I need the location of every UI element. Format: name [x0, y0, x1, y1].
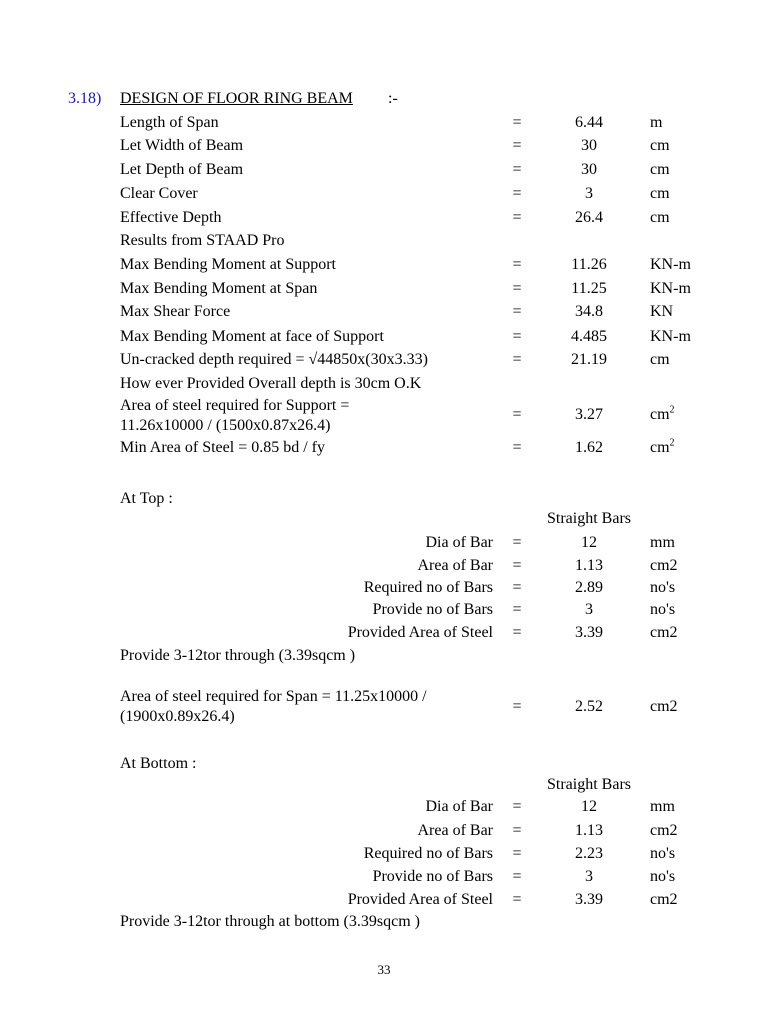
row-unit: cm2: [650, 891, 678, 908]
row-unit: m: [650, 114, 663, 131]
row-value: 3: [585, 601, 593, 618]
row-label: Required no of Bars: [363, 845, 493, 862]
page-number: 33: [377, 962, 391, 977]
row-label-line2: (1900x0.89x26.4): [120, 708, 235, 725]
row-label: Clear Cover: [120, 185, 198, 202]
row-unit: no's: [650, 601, 676, 618]
section-title-suffix: :-: [388, 90, 398, 107]
row-value: 1.62: [575, 439, 603, 456]
equals-sign: =: [512, 351, 522, 368]
row-value: 34.8: [575, 303, 603, 320]
depth-check-note: How ever Provided Overall depth is 30cm O.K: [120, 375, 422, 392]
row-label: Max Shear Force: [120, 303, 231, 320]
row-label: Provided Area of Steel: [347, 624, 493, 641]
row-label: Length of Span: [120, 114, 219, 131]
equals-sign: =: [512, 439, 522, 456]
bottom-provide-note: Provide 3-12tor through at bottom (3.39sqcm ): [120, 913, 420, 930]
row-label: Area of Bar: [417, 822, 493, 839]
row-label: Dia of Bar: [425, 534, 493, 551]
top-provide-note: Provide 3-12tor through (3.39sqcm ): [120, 647, 356, 664]
equals-sign: =: [512, 822, 522, 839]
equals-sign: =: [512, 114, 522, 131]
row-value: 3.39: [575, 624, 603, 641]
row-value: 2.52: [575, 698, 603, 715]
row-label: Required no of Bars: [363, 579, 493, 596]
row-unit: KN: [650, 303, 674, 320]
row-label: Max Bending Moment at Support: [120, 256, 336, 273]
row-value: 3.39: [575, 891, 603, 908]
row-label-line1: Area of steel required for Support =: [120, 397, 350, 414]
row-unit: cm2: [650, 624, 678, 641]
row-unit: cm: [650, 161, 670, 178]
row-label: Max Bending Moment at face of Support: [120, 328, 384, 345]
equals-sign: =: [512, 624, 522, 641]
row-value: 4.485: [571, 328, 607, 345]
equals-sign: =: [512, 601, 522, 618]
equals-sign: =: [512, 328, 522, 345]
row-label: Area of Bar: [417, 557, 493, 574]
equals-sign: =: [512, 137, 522, 154]
row-value: 1.13: [575, 557, 603, 574]
equals-sign: =: [512, 891, 522, 908]
row-unit: no's: [650, 579, 676, 596]
equals-sign: =: [512, 303, 522, 320]
row-value: 30: [581, 161, 597, 178]
equals-sign: =: [512, 698, 522, 715]
row-value: 21.19: [571, 351, 607, 368]
row-label: Max Bending Moment at Span: [120, 280, 318, 297]
row-value: 2.23: [575, 845, 603, 862]
row-value: 26.4: [575, 209, 603, 226]
results-heading: Results from STAAD Pro: [120, 232, 285, 249]
row-unit: cm2: [650, 822, 678, 839]
row-label-line1: Area of steel required for Span = 11.25x10000 /: [120, 688, 427, 705]
row-unit: KN-m: [650, 256, 691, 273]
row-label: Provided Area of Steel: [347, 891, 493, 908]
equals-sign: =: [512, 534, 522, 551]
equals-sign: =: [512, 406, 522, 423]
equals-sign: =: [512, 256, 522, 273]
equals-sign: =: [512, 280, 522, 297]
top-bar-type: Straight Bars: [547, 510, 631, 527]
row-value: 30: [581, 137, 597, 154]
row-label: Provide no of Bars: [372, 601, 493, 618]
row-unit: mm: [650, 534, 675, 551]
row-unit: cm: [650, 209, 670, 226]
row-unit: cm: [650, 185, 670, 202]
row-value: 3: [585, 185, 593, 202]
row-value: 11.26: [571, 256, 607, 273]
section-number: 3.18): [68, 90, 102, 107]
bottom-bar-type: Straight Bars: [547, 776, 631, 793]
section-title: DESIGN OF FLOOR RING BEAM: [120, 90, 353, 107]
row-unit: KN-m: [650, 280, 691, 297]
row-label: Let Depth of Beam: [120, 161, 244, 178]
row-unit: cm2: [650, 698, 678, 715]
equals-sign: =: [512, 579, 522, 596]
row-label: Provide no of Bars: [372, 868, 493, 885]
row-label: Let Width of Beam: [120, 137, 244, 154]
equals-sign: =: [512, 161, 522, 178]
row-label-line2: 11.26x10000 / (1500x0.87x26.4): [120, 417, 331, 434]
equals-sign: =: [512, 798, 522, 815]
row-label: Dia of Bar: [425, 798, 493, 815]
row-unit: cm: [650, 137, 670, 154]
row-value: 3.27: [575, 406, 603, 423]
row-unit: $cm^2$: [650, 437, 675, 456]
equals-sign: =: [512, 868, 522, 885]
row-unit: no's: [650, 868, 676, 885]
row-label: Effective Depth: [120, 209, 222, 226]
row-unit: KN-m: [650, 328, 691, 345]
row-value: 6.44: [575, 114, 603, 131]
top-heading: At Top :: [120, 490, 173, 507]
row-unit: cm2: [650, 557, 678, 574]
row-unit: no's: [650, 845, 676, 862]
equals-sign: =: [512, 845, 522, 862]
bottom-heading: At Bottom :: [120, 755, 197, 772]
row-value: 3: [585, 868, 593, 885]
row-value: 12: [581, 534, 597, 551]
equals-sign: =: [512, 209, 522, 226]
row-label: Min Area of Steel = 0.85 bd / fy: [120, 439, 325, 456]
row-value: 2.89: [575, 579, 603, 596]
equals-sign: =: [512, 557, 522, 574]
row-value: 12: [581, 798, 597, 815]
row-unit: cm: [650, 351, 670, 368]
row-label: Un-cracked depth required = √44850x(30x3.33): [120, 351, 428, 368]
equals-sign: =: [512, 185, 522, 202]
row-value: 1.13: [575, 822, 603, 839]
row-unit: mm: [650, 798, 675, 815]
row-unit: $cm^2$: [650, 404, 675, 423]
row-value: 11.25: [571, 280, 607, 297]
